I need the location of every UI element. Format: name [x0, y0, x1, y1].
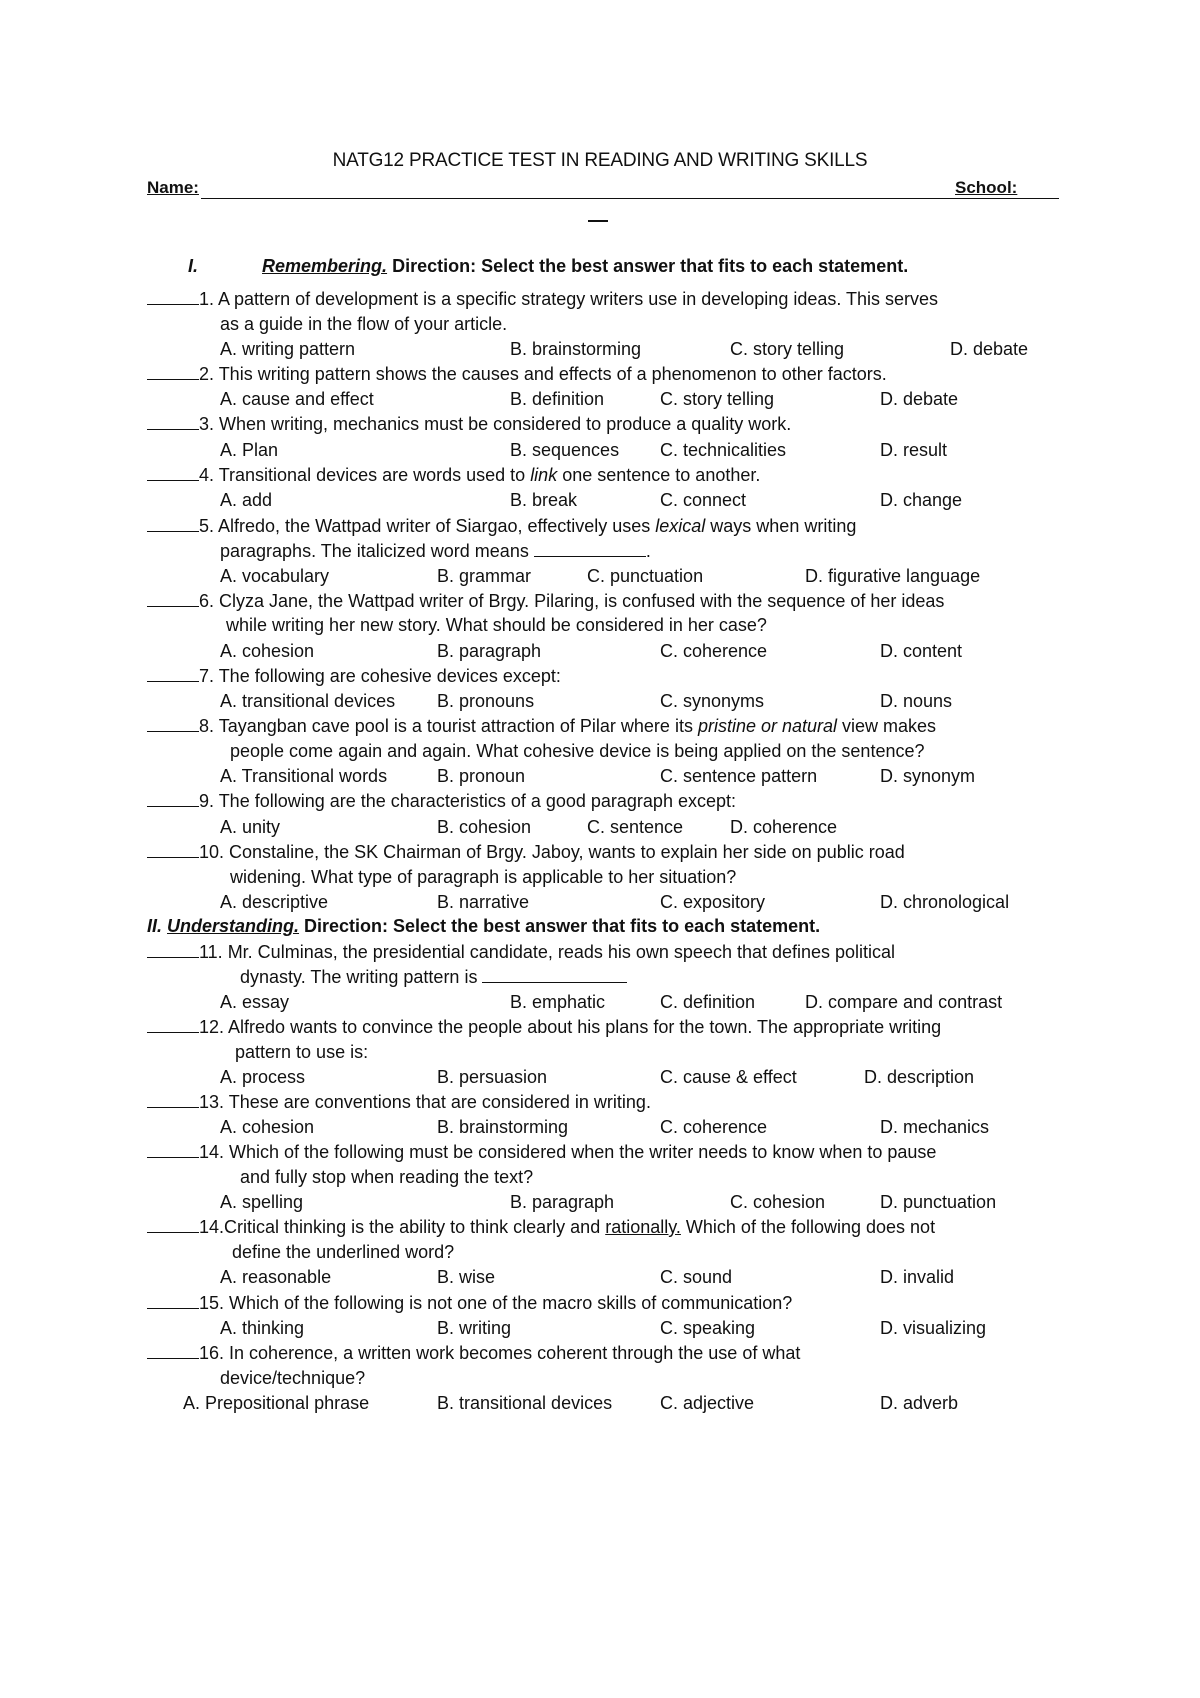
question-continuation	[230, 866, 736, 888]
question-text-end: Which of the following does not	[680, 1217, 936, 1237]
option-b[interactable]: B. pronoun	[437, 766, 526, 786]
continuation-text: device/technique?	[220, 1368, 366, 1388]
question-number: 15.	[199, 1293, 225, 1313]
option-b[interactable]: B. brainstorming	[437, 1117, 569, 1137]
question-continuation	[226, 614, 767, 636]
question-continuation	[235, 1041, 368, 1063]
option-c[interactable]: C. punctuation	[587, 566, 704, 586]
answer-blank[interactable]	[147, 1016, 199, 1033]
continuation-text: as a guide in the flow of your article.	[220, 314, 508, 334]
option-a[interactable]: A. transitional devices	[220, 691, 396, 711]
option-d[interactable]: D. compare and contrast	[805, 992, 1003, 1012]
option-d[interactable]: D. visualizing	[880, 1318, 987, 1338]
question-text: Tayangban cave pool is a tourist attraction of Pilar where its	[214, 716, 698, 736]
italic-term: pristine or natural	[697, 716, 838, 736]
question-number: 8.	[199, 716, 215, 736]
option-c[interactable]: C. connect	[660, 490, 747, 510]
option-d[interactable]: D. change	[880, 490, 963, 510]
question-number: 13.	[199, 1092, 225, 1112]
answer-blank[interactable]	[147, 363, 199, 380]
option-d[interactable]: D. adverb	[880, 1393, 959, 1413]
answer-blank[interactable]	[147, 1342, 199, 1359]
section-heading-1	[188, 256, 908, 277]
question-number: 2.	[199, 364, 215, 384]
option-a[interactable]: A. cohesion	[220, 641, 315, 661]
question-3	[147, 413, 791, 435]
question-number: 9.	[199, 791, 215, 811]
question-14	[147, 1141, 936, 1163]
italic-term: link	[530, 465, 558, 485]
option-c[interactable]: C. technicalities	[660, 440, 787, 460]
option-b[interactable]: B. grammar	[437, 566, 532, 586]
option-b[interactable]: B. emphatic	[510, 992, 606, 1012]
option-b[interactable]: B. definition	[510, 389, 605, 409]
option-d[interactable]: D. content	[880, 641, 963, 661]
option-c[interactable]: C. definition	[660, 992, 756, 1012]
option-c[interactable]: C. sound	[660, 1267, 733, 1287]
option-a[interactable]: A. vocabulary	[220, 566, 330, 586]
question-1	[147, 288, 938, 310]
continuation-text: define the underlined word?	[232, 1242, 455, 1262]
question-text: The following are cohesive devices except:	[214, 666, 561, 686]
question-2	[147, 363, 887, 385]
fill-in-blank[interactable]	[534, 540, 646, 557]
question-text-end: view makes	[837, 716, 937, 736]
option-a[interactable]: A. cohesion	[220, 1117, 315, 1137]
option-c[interactable]: C. coherence	[660, 641, 768, 661]
question-text: In coherence, a written work becomes coherent through the use of what	[224, 1343, 801, 1363]
option-c[interactable]: C. adjective	[660, 1393, 755, 1413]
question-15	[147, 1216, 935, 1238]
answer-blank[interactable]	[147, 1216, 199, 1233]
question-number: 1.	[199, 289, 215, 309]
question-4	[147, 464, 760, 486]
question-text: The following are the characteristics of a good paragraph except:	[214, 791, 736, 811]
question-number: 6.	[199, 591, 215, 611]
answer-blank[interactable]	[147, 1091, 199, 1108]
question-text: When writing, mechanics must be considered to produce a quality work.	[214, 414, 792, 434]
answer-blank[interactable]	[147, 464, 199, 481]
question-7	[147, 665, 561, 687]
continuation-text: people come again and again. What cohesive device is being applied on the sentence?	[230, 741, 925, 761]
question-17	[147, 1342, 800, 1364]
question-continuation	[240, 1166, 533, 1188]
question-text-end: one sentence to another.	[557, 465, 761, 485]
question-text: These are conventions that are considered in writing.	[224, 1092, 651, 1112]
option-d[interactable]: D. description	[864, 1067, 975, 1087]
question-number: 16.	[199, 1343, 225, 1363]
continuation-text: widening. What type of paragraph is applicable to her situation?	[230, 867, 737, 887]
answer-blank[interactable]	[147, 715, 199, 732]
option-c[interactable]: C. cause & effect	[660, 1067, 797, 1087]
option-b[interactable]: B. paragraph	[437, 641, 542, 661]
italic-term: lexical	[655, 516, 706, 536]
option-b[interactable]: B. wise	[437, 1267, 496, 1287]
option-b[interactable]: B. writing	[437, 1318, 512, 1338]
option-c[interactable]: C. story telling	[730, 339, 845, 359]
section-numeral: II.	[147, 916, 168, 936]
option-d[interactable]: D. synonym	[880, 766, 976, 786]
question-text: Constaline, the SK Chairman of Brgy. Jaboy, wants to explain her side on public road	[224, 842, 905, 862]
dash-mark	[588, 220, 608, 222]
option-a[interactable]: A. cause and effect	[220, 389, 374, 409]
answer-blank[interactable]	[147, 288, 199, 305]
option-b[interactable]: B. paragraph	[510, 1192, 615, 1212]
question-continuation	[232, 1241, 454, 1263]
underlined-term: rationally.	[605, 1217, 681, 1237]
option-d[interactable]: D. debate	[950, 339, 1029, 359]
option-d[interactable]: D. chronological	[880, 892, 1010, 912]
question-9	[147, 790, 736, 812]
option-d[interactable]: D. result	[880, 440, 948, 460]
option-b[interactable]: B. narrative	[437, 892, 530, 912]
question-6	[147, 590, 944, 612]
question-text: Mr. Culminas, the presidential candidate, reads his own speech that defines political	[222, 942, 896, 962]
question-text: A pattern of development is a specific strategy writers use in developing ideas. This serves	[214, 289, 939, 309]
continuation-text: pattern to use is:	[235, 1042, 369, 1062]
option-b[interactable]: B. brainstorming	[510, 339, 642, 359]
option-d[interactable]: D. punctuation	[880, 1192, 997, 1212]
period-mark: .	[645, 541, 651, 561]
continuation-text: and fully stop when reading the text?	[240, 1167, 534, 1187]
answer-blank[interactable]	[147, 841, 199, 858]
question-text: This writing pattern shows the causes and effects of a phenomenon to other factors.	[214, 364, 887, 384]
option-b[interactable]: B. break	[510, 490, 578, 510]
section-numeral: I.	[188, 256, 199, 276]
fill-in-blank[interactable]	[482, 966, 627, 983]
question-continuation	[220, 313, 507, 335]
answer-blank[interactable]	[147, 790, 199, 807]
option-d[interactable]: D. coherence	[730, 817, 838, 837]
question-number: 4.	[199, 465, 215, 485]
question-5	[147, 515, 856, 537]
option-d[interactable]: D. invalid	[880, 1267, 955, 1287]
answer-blank[interactable]	[147, 413, 199, 430]
question-text: Alfredo wants to convince the people about his plans for the town. The appropriate writing	[224, 1017, 942, 1037]
option-c[interactable]: C. synonyms	[660, 691, 765, 711]
option-b[interactable]: B. persuasion	[437, 1067, 548, 1087]
option-c[interactable]: C. expository	[660, 892, 766, 912]
option-d[interactable]: D. nouns	[880, 691, 953, 711]
option-c[interactable]: C. speaking	[660, 1318, 756, 1338]
answer-blank[interactable]	[147, 665, 199, 682]
section-heading-2	[147, 916, 820, 937]
section-direction: Direction: Select the best answer that fits to each statement.	[387, 256, 909, 276]
answer-blank[interactable]	[147, 1292, 199, 1309]
question-8	[147, 715, 936, 737]
continuation-text: paragraphs. The italicized word means	[220, 541, 534, 561]
question-continuation	[230, 740, 925, 762]
question-number: 12.	[199, 1017, 225, 1037]
question-text: Alfredo, the Wattpad writer of Siargao, effectively uses	[214, 516, 656, 536]
option-a[interactable]: A. reasonable	[220, 1267, 332, 1287]
option-a[interactable]: A. writing pattern	[220, 339, 356, 359]
option-c[interactable]: C. sentence pattern	[660, 766, 818, 786]
question-text: Which of the following must be considered when the writer needs to know when to pause	[224, 1142, 937, 1162]
question-number: 14.	[199, 1142, 225, 1162]
option-b[interactable]: B. sequences	[510, 440, 620, 460]
question-text: Which of the following is not one of the macro skills of communication?	[224, 1293, 793, 1313]
option-a[interactable]: A. spelling	[220, 1192, 304, 1212]
school-blank-extension	[921, 178, 1059, 202]
question-number: 14.	[199, 1217, 225, 1237]
question-text: Critical thinking is the ability to think clearly and	[224, 1217, 606, 1237]
option-a[interactable]: A. essay	[220, 992, 290, 1012]
question-text: Transitional devices are words used to	[214, 465, 531, 485]
question-text-end: ways when writing	[705, 516, 857, 536]
option-a[interactable]: A. Plan	[220, 440, 279, 460]
continuation-text: dynasty. The writing pattern is	[240, 967, 483, 987]
option-c[interactable]: C. sentence	[587, 817, 684, 837]
question-continuation	[220, 1367, 365, 1389]
option-d[interactable]: D. debate	[880, 389, 959, 409]
answer-blank[interactable]	[147, 1141, 199, 1158]
option-b[interactable]: B. pronouns	[437, 691, 535, 711]
option-b[interactable]: B. cohesion	[437, 817, 532, 837]
question-number: 11.	[199, 942, 223, 962]
answer-blank[interactable]	[147, 515, 199, 532]
option-a[interactable]: A. thinking	[220, 1318, 305, 1338]
option-c[interactable]: C. story telling	[660, 389, 775, 409]
question-10	[147, 841, 905, 863]
name-blank[interactable]	[201, 198, 955, 199]
answer-blank[interactable]	[147, 941, 199, 958]
question-continuation	[220, 540, 651, 562]
option-d[interactable]: D. mechanics	[880, 1117, 990, 1137]
question-11	[147, 941, 895, 963]
section-name: Remembering.	[262, 256, 388, 276]
continuation-text: while writing her new story. What should be considered in her case?	[226, 615, 767, 635]
option-c[interactable]: C. cohesion	[730, 1192, 826, 1212]
question-number: 10.	[199, 842, 225, 862]
question-12	[147, 1016, 941, 1038]
page-title: NATG12 PRACTICE TEST IN READING AND WRITING SKILLS	[332, 150, 868, 171]
option-c[interactable]: C. coherence	[660, 1117, 768, 1137]
question-number: 5.	[199, 516, 215, 536]
option-a[interactable]: A. process	[220, 1067, 306, 1087]
option-a[interactable]: A. Transitional words	[220, 766, 388, 786]
question-continuation	[240, 966, 627, 988]
section-name: Understanding.	[167, 916, 300, 936]
question-text: Clyza Jane, the Wattpad writer of Brgy. Pilaring, is confused with the sequence of her ideas	[214, 591, 945, 611]
option-d[interactable]: D. figurative language	[805, 566, 981, 586]
question-16	[147, 1292, 792, 1314]
name-label: Name:	[147, 178, 199, 197]
answer-blank[interactable]	[147, 590, 199, 607]
question-number: 3.	[199, 414, 215, 434]
question-13	[147, 1091, 651, 1113]
school-blank-rule[interactable]	[921, 198, 1059, 199]
option-a[interactable]: A. add	[220, 490, 273, 510]
option-b[interactable]: B. transitional devices	[437, 1393, 613, 1413]
option-a[interactable]: A. Prepositional phrase	[183, 1393, 370, 1413]
option-a[interactable]: A. descriptive	[220, 892, 329, 912]
option-a[interactable]: A. unity	[220, 817, 281, 837]
section-direction: Direction: Select the best answer that fits to each statement.	[299, 916, 821, 936]
school-label: School:	[955, 178, 1018, 197]
question-number: 7.	[199, 666, 215, 686]
